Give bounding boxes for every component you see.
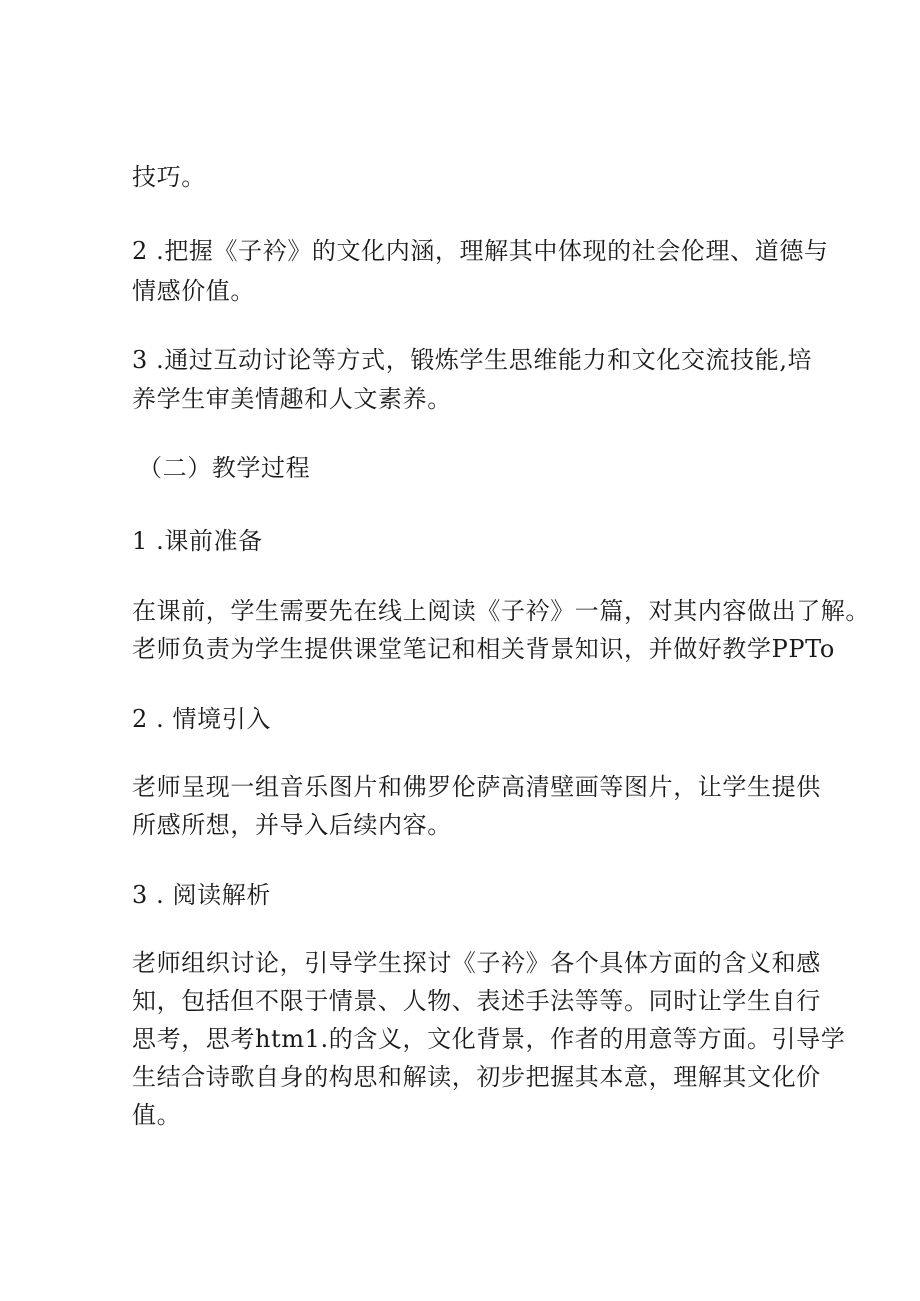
step-3-line-3: 思考，思考htm1.的含义，文化背景，作者的用意等方面。引导学: [132, 1025, 846, 1053]
step-3-line-5: 值。: [132, 1101, 182, 1129]
objective-3-line-1: 3 .通过互动讨论等方式，锻炼学生思维能力和文化交流技能,培: [132, 346, 813, 374]
step-3-line-1: 老师组织讨论，引导学生探讨《子衿》各个具体方面的含义和感: [132, 949, 821, 977]
step-1-line-1: 在课前，学生需要先在线上阅读《子衿》一篇，对其内容做出了解。: [132, 597, 870, 625]
objective-3-line-2: 养学生审美情趣和人文素养。: [132, 385, 452, 413]
objective-2-line-2: 情感价值。: [132, 277, 255, 305]
step-1-title: 1 .课前准备: [132, 527, 263, 555]
section-heading: （二）教学过程: [138, 454, 311, 482]
step-2-title: 2 . 情境引入: [132, 705, 271, 733]
step-3-line-2: 知，包括但不限于情景、人物、表述手法等等。同时让学生自行: [132, 987, 821, 1015]
step-1-line-2: 老师负责为学生提供课堂笔记和相关背景知识，并做好教学PPTo: [132, 635, 835, 663]
step-2-line-2: 所感所想，并导入后续内容。: [132, 811, 452, 839]
step-3-title: 3 . 阅读解析: [132, 881, 271, 909]
step-2-line-1: 老师呈现一组音乐图片和佛罗伦萨高清壁画等图片，让学生提供: [132, 773, 821, 801]
objective-2-line-1: 2 .把握《子衿》的文化内涵，理解其中体现的社会伦理、道德与: [132, 237, 829, 265]
objective-1-tail: 技巧。: [132, 163, 206, 191]
step-3-line-4: 生结合诗歌自身的构思和解读，初步把握其本意，理解其文化价: [132, 1063, 821, 1091]
